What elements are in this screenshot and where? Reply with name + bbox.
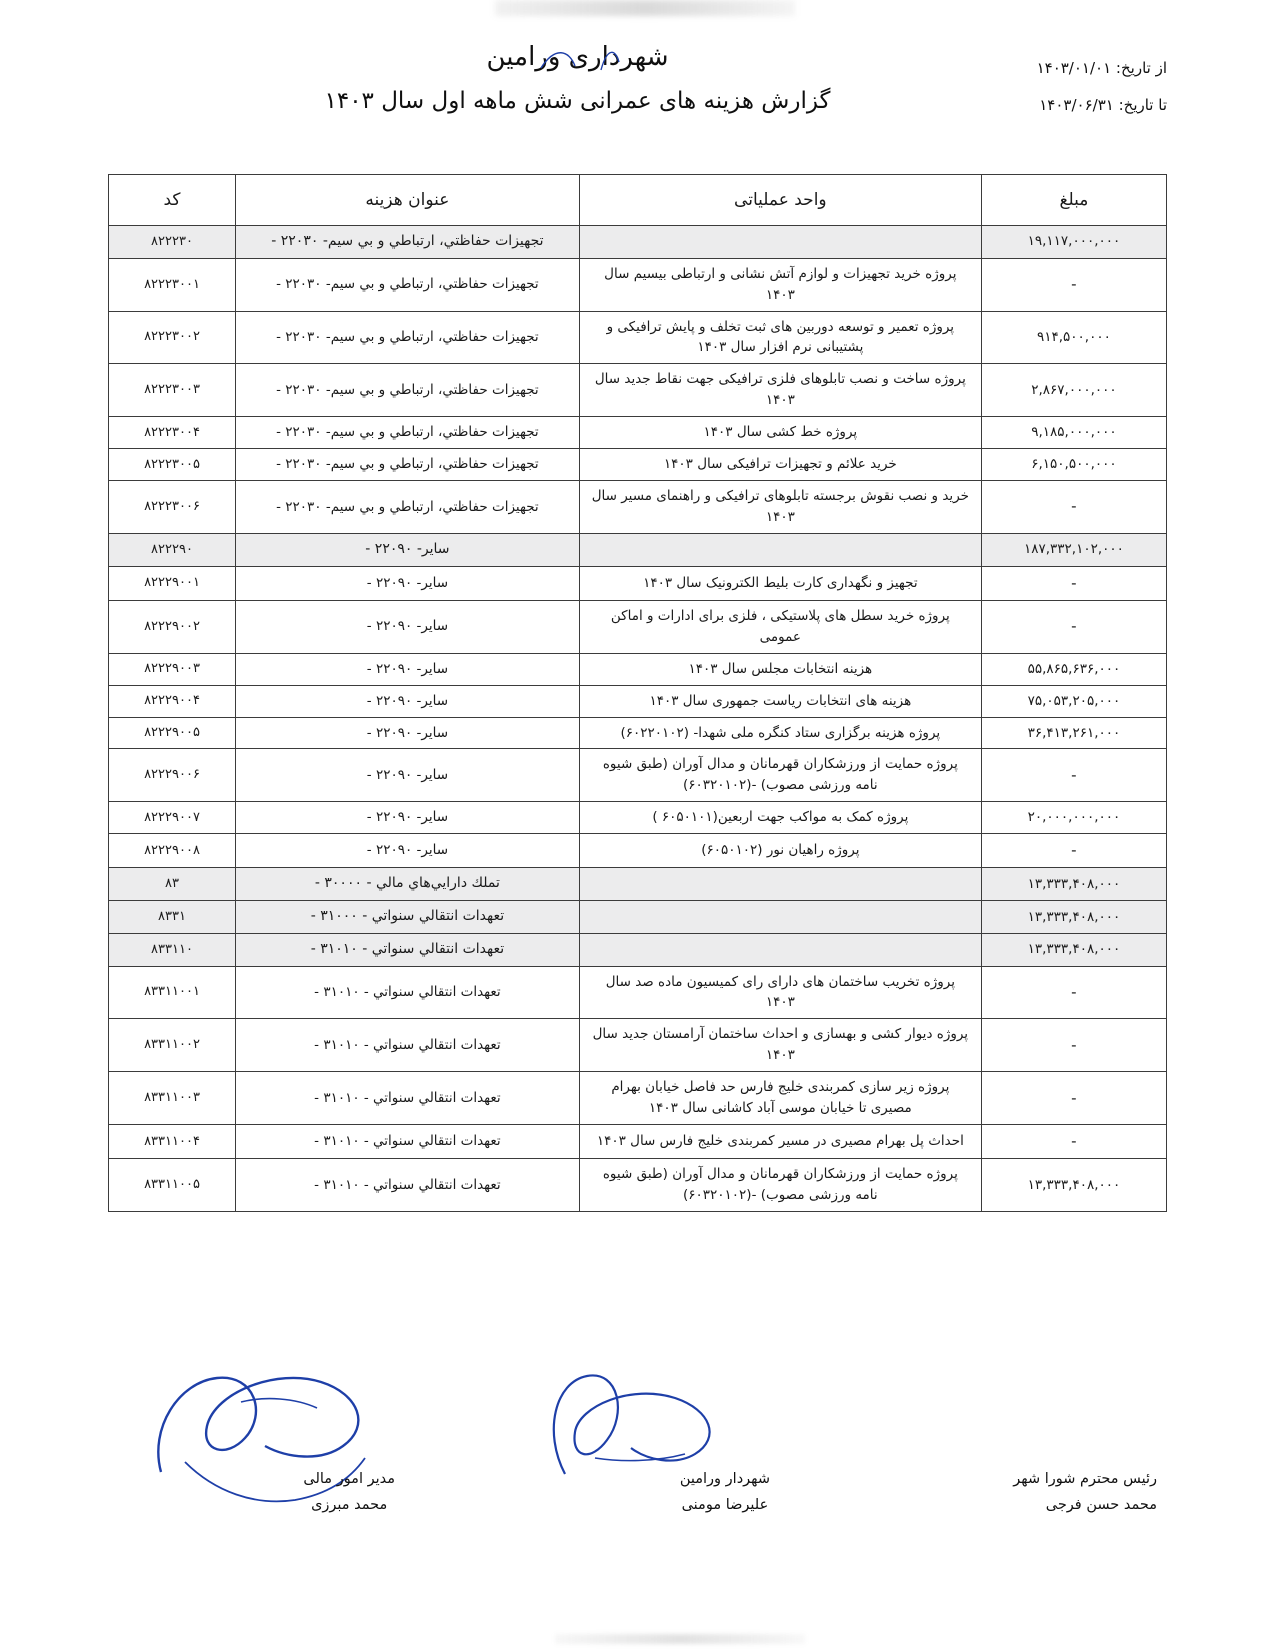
cell-title: ساير- ۲۲۰۹۰ - [235, 685, 579, 717]
report-subtitle: گزارش هزینه های عمرانی شش ماهه اول سال ۱۴۰۳ [324, 88, 831, 114]
page-title: شهرداری ورامین [486, 42, 669, 72]
document-header [0, 0, 1275, 152]
signature-mayor-person: علیرضا مومنی [681, 1496, 769, 1513]
cell-code: ۸۲۲۲۹۰۰۳ [109, 653, 236, 685]
cell-amount: ۱۳,۳۳۳,۴۰۸,۰۰۰ [981, 933, 1166, 966]
cell-amount: ۹۱۴,۵۰۰,۰۰۰ [981, 311, 1166, 364]
cell-amount: - [981, 258, 1166, 311]
table-row [109, 1019, 1167, 1072]
cell-amount: ۱۳,۳۳۳,۴۰۸,۰۰۰ [981, 1159, 1166, 1212]
mayor-signature-icon [535, 1362, 745, 1482]
cell-unit: پروژه خرید سطل های پلاستیکی ، فلزی برای ادارات و اماکن عمومی [579, 600, 981, 653]
cell-amount: - [981, 600, 1166, 653]
table-row [109, 533, 1167, 566]
table-row [109, 802, 1167, 834]
cell-amount: - [981, 1019, 1166, 1072]
cell-amount: - [981, 481, 1166, 534]
table-row [109, 481, 1167, 534]
table-row [109, 311, 1167, 364]
cell-amount: - [981, 1072, 1166, 1125]
table-row [109, 417, 1167, 449]
table-row [109, 685, 1167, 717]
signature-finance [303, 1467, 395, 1518]
cell-unit: تجهیز و نگهداری کارت بلیط الکترونیک سال ۱۴۰۳ [579, 566, 981, 600]
cell-unit [579, 226, 981, 259]
cell-unit: پروژه حمایت از ورزشکاران قهرمانان و مدال آوران (طبق شیوه نامه ورزشی مصوب) -(۶۰۳۲۰۱۰۲) [579, 1159, 981, 1212]
table-row [109, 258, 1167, 311]
cell-unit: پروژه هزینه برگزاری ستاد کنگره ملی شهدا- (۶۰۲۲۰۱۰۲) [579, 717, 981, 749]
table-row [109, 449, 1167, 481]
cell-title: تعهدات انتقالي سنواتي - ۳۱۰۱۰ - [235, 1159, 579, 1212]
cell-unit [579, 933, 981, 966]
cell-unit [579, 901, 981, 934]
column-header-title: عنوان هزینه [235, 175, 579, 226]
cell-code: ۸۲۲۲۳۰۰۱ [109, 258, 236, 311]
signature-finance-role: مدیر امور مالی [303, 1471, 395, 1488]
cell-title: تعهدات انتقالي سنواتي - ۳۱۰۱۰ - [235, 1019, 579, 1072]
cell-code: ۸۲۲۲۹۰۰۱ [109, 566, 236, 600]
table-row [109, 226, 1167, 259]
cell-unit: هزینه های انتخابات ریاست جمهوری سال ۱۴۰۳ [579, 685, 981, 717]
cell-title: تجهیزات حفاظتي، ارتباطي و بي سيم- ۲۲۰۳۰ - [235, 481, 579, 534]
column-header-unit: واحد عملیاتی [579, 175, 981, 226]
signature-mayor [680, 1467, 770, 1518]
date-range [1037, 50, 1167, 124]
date-from: از تاریخ: ۱۴۰۳/۰۱/۰۱ [1036, 59, 1167, 77]
cell-code: ۸۲۲۲۳۰۰۵ [109, 449, 236, 481]
signature-council-person: محمد حسن فرجی [1045, 1496, 1157, 1513]
cell-unit: پروژه تخریب ساختمان های دارای رای کمیسیون ماده صد سال ۱۴۰۳ [579, 966, 981, 1019]
cell-unit: هزینه انتخابات مجلس سال ۱۴۰۳ [579, 653, 981, 685]
cell-unit: پروژه خط کشی سال ۱۴۰۳ [579, 417, 981, 449]
cell-amount: ۹,۱۸۵,۰۰۰,۰۰۰ [981, 417, 1166, 449]
cell-unit [579, 533, 981, 566]
cell-unit: پروژه ساخت و نصب تابلوهای فلزی ترافیکی جهت نقاط جدید سال ۱۴۰۳ [579, 364, 981, 417]
cell-amount: ۶,۱۵۰,۵۰۰,۰۰۰ [981, 449, 1166, 481]
cell-unit: پروژه راهیان نور (۶۰۵۰۱۰۲) [579, 834, 981, 868]
table-row [109, 1159, 1167, 1212]
date-to: تا تاریخ: ۱۴۰۳/۰۶/۳۱ [1039, 95, 1167, 114]
cell-title: تجهیزات حفاظتي، ارتباطي و بي سيم- ۲۲۰۳۰ - [235, 364, 579, 417]
cell-amount: ۱۳,۳۳۳,۴۰۸,۰۰۰ [981, 901, 1166, 934]
cell-code: ۸۳۳۱۱۰۰۳ [109, 1072, 236, 1125]
expense-table-container [108, 174, 1167, 1212]
table-row [109, 600, 1167, 653]
table-row [109, 834, 1167, 868]
cell-unit: احداث پل بهرام مصیری در مسیر کمربندی خلیج فارس سال ۱۴۰۳ [579, 1125, 981, 1159]
cell-code: ۸۳۳۱۱۰۰۱ [109, 966, 236, 1019]
cell-title: تجهیزات حفاظتي، ارتباطي و بي سيم- ۲۲۰۳۰ - [235, 258, 579, 311]
cell-amount: ۲۰,۰۰۰,۰۰۰,۰۰۰ [981, 802, 1166, 834]
cell-title: ساير- ۲۲۰۹۰ - [235, 566, 579, 600]
cell-amount: ۱۹,۱۱۷,۰۰۰,۰۰۰ [981, 226, 1166, 259]
cell-unit: پروژه کمک به مواکب جهت اربعین(۶۰۵۰۱۰۱ ) [579, 802, 981, 834]
cell-title: ساير- ۲۲۰۹۰ - [235, 600, 579, 653]
cell-title: ساير- ۲۲۰۹۰ - [235, 717, 579, 749]
cell-title: تعهدات انتقالي سنواتي - ۳۱۰۰۰ - [235, 901, 579, 934]
cell-code: ۸۲۲۲۹۰۰۴ [109, 685, 236, 717]
cell-code: ۸۳۳۱۱۰۰۲ [109, 1019, 236, 1072]
cell-title: ساير- ۲۲۰۹۰ - [235, 834, 579, 868]
cell-code: ۸۲۲۲۹۰۰۷ [109, 802, 236, 834]
cell-amount: - [981, 834, 1166, 868]
table-row [109, 901, 1167, 934]
expense-table [108, 174, 1167, 1212]
cell-title: تعهدات انتقالي سنواتي - ۳۱۰۱۰ - [235, 1072, 579, 1125]
cell-amount: ۵۵,۸۶۵,۶۳۶,۰۰۰ [981, 653, 1166, 685]
cell-code: ۸۳۳۱ [109, 901, 236, 934]
cell-title: تجهیزات حفاظتي، ارتباطي و بي سيم- ۲۲۰۳۰ - [235, 226, 579, 259]
cell-title: ساير- ۲۲۰۹۰ - [235, 533, 579, 566]
cell-amount: ۳۶,۴۱۳,۲۶۱,۰۰۰ [981, 717, 1166, 749]
cell-amount: - [981, 566, 1166, 600]
table-row [109, 868, 1167, 901]
cell-amount: ۱۳,۳۳۳,۴۰۸,۰۰۰ [981, 868, 1166, 901]
cell-code: ۸۲۲۲۹۰۰۸ [109, 834, 236, 868]
cell-unit: خرید علائم و تجهیزات ترافیکی سال ۱۴۰۳ [579, 449, 981, 481]
cell-code: ۸۳۳۱۱۰۰۵ [109, 1159, 236, 1212]
signature-council-role: رئیس محترم شورا شهر [1013, 1471, 1157, 1488]
signature-area [0, 1312, 1275, 1542]
table-header [109, 175, 1167, 226]
signature-mayor-role: شهردار ورامین [679, 1471, 770, 1488]
table-row [109, 717, 1167, 749]
table-row [109, 1125, 1167, 1159]
cell-title: تجهیزات حفاظتي، ارتباطي و بي سيم- ۲۲۰۳۰ - [235, 311, 579, 364]
cell-code: ۸۳ [109, 868, 236, 901]
cell-title: ساير- ۲۲۰۹۰ - [235, 749, 579, 802]
table-row [109, 749, 1167, 802]
cell-unit: پروژه دیوار کشی و بهسازی و احداث ساختمان آرامستان جدید سال ۱۴۰۳ [579, 1019, 981, 1072]
cell-code: ۸۲۲۲۳۰۰۲ [109, 311, 236, 364]
cell-unit [579, 868, 981, 901]
cell-code: ۸۲۲۲۹۰۰۵ [109, 717, 236, 749]
cell-amount: - [981, 1125, 1166, 1159]
cell-code: ۸۲۲۲۳۰۰۶ [109, 481, 236, 534]
column-header-code: کد [109, 175, 236, 226]
cell-title: ساير- ۲۲۰۹۰ - [235, 653, 579, 685]
cell-title: ساير- ۲۲۰۹۰ - [235, 802, 579, 834]
cell-title: تعهدات انتقالي سنواتي - ۳۱۰۱۰ - [235, 966, 579, 1019]
cell-code: ۸۲۲۲۳۰۰۴ [109, 417, 236, 449]
cell-code: ۸۳۳۱۱۰ [109, 933, 236, 966]
cell-title: تملك دارايي‌هاي مالي - ۳۰۰۰۰ - [235, 868, 579, 901]
cell-amount: ۱۸۷,۳۳۲,۱۰۲,۰۰۰ [981, 533, 1166, 566]
cell-amount: - [981, 749, 1166, 802]
cell-code: ۸۲۲۲۳۰۰۳ [109, 364, 236, 417]
cell-title: تجهیزات حفاظتي، ارتباطي و بي سيم- ۲۲۰۳۰ - [235, 417, 579, 449]
table-body [109, 226, 1167, 1212]
table-row [109, 933, 1167, 966]
cell-unit: پروژه تعمیر و توسعه دوربین های ثبت تخلف و پایش ترافیکی و پشتیبانی نرم افزار سال ۱۴۰۳ [579, 311, 981, 364]
title-block [268, 42, 1008, 114]
cell-amount: ۷۵,۰۵۳,۲۰۵,۰۰۰ [981, 685, 1166, 717]
cell-unit: خرید و نصب نقوش برجسته تابلوهای ترافیکی و راهنمای مسیر سال ۱۴۰۳ [579, 481, 981, 534]
scan-smudge-bottom [555, 1634, 805, 1644]
signature-finance-person: محمد مبرزی [311, 1496, 388, 1513]
cell-code: ۸۳۳۱۱۰۰۴ [109, 1125, 236, 1159]
cell-code: ۸۲۲۲۹۰۰۲ [109, 600, 236, 653]
signature-council [1013, 1467, 1157, 1518]
cell-amount: - [981, 966, 1166, 1019]
cell-amount: ۲,۸۶۷,۰۰۰,۰۰۰ [981, 364, 1166, 417]
cell-unit: پروژه حمایت از ورزشکاران قهرمانان و مدال آوران (طبق شیوه نامه ورزشی مصوب) -(۶۰۳۲۰۱۰۲) [579, 749, 981, 802]
table-row [109, 966, 1167, 1019]
table-row [109, 653, 1167, 685]
table-row [109, 566, 1167, 600]
table-row [109, 364, 1167, 417]
column-header-amount: مبلغ [981, 175, 1166, 226]
table-header-row [109, 175, 1167, 226]
cell-title: تعهدات انتقالي سنواتي - ۳۱۰۱۰ - [235, 933, 579, 966]
cell-code: ۸۲۲۲۳۰ [109, 226, 236, 259]
cell-unit: پروژه خرید تجهیزات و لوازم آتش نشانی و ارتباطی بیسیم سال ۱۴۰۳ [579, 258, 981, 311]
cell-code: ۸۲۲۲۹۰ [109, 533, 236, 566]
cell-title: تجهیزات حفاظتي، ارتباطي و بي سيم- ۲۲۰۳۰ - [235, 449, 579, 481]
cell-unit: پروژه زیر سازی کمربندی خلیج فارس حد فاصل خیابان بهرام مصیری تا خیابان موسی آباد کاشانی سال ۱۴۰۳ [579, 1072, 981, 1125]
table-row [109, 1072, 1167, 1125]
cell-code: ۸۲۲۲۹۰۰۶ [109, 749, 236, 802]
cell-title: تعهدات انتقالي سنواتي - ۳۱۰۱۰ - [235, 1125, 579, 1159]
